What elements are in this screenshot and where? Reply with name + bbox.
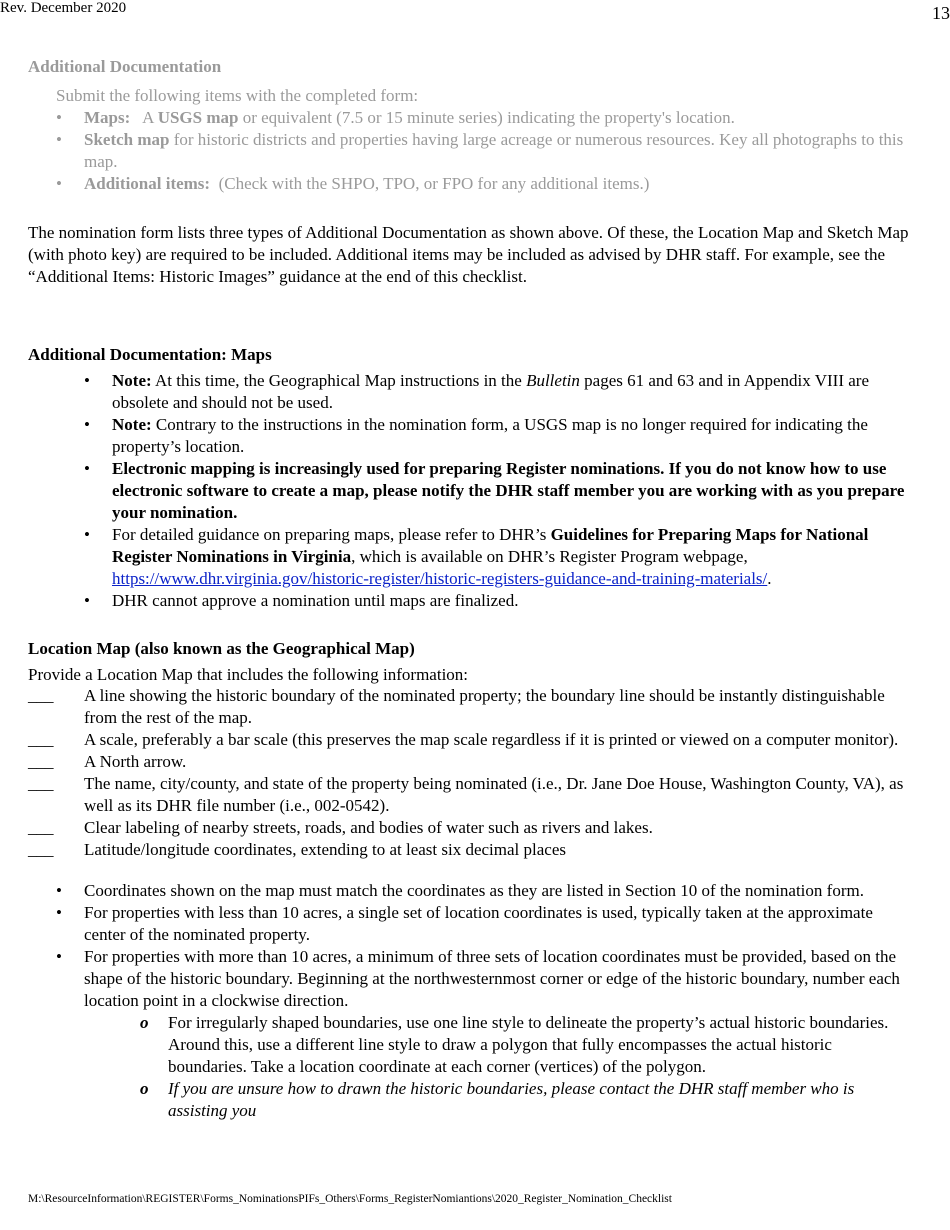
list-item: • Coordinates shown on the map must match the coordinates as they are listed in Section 10 of the nomination form. — [56, 880, 906, 902]
checkbox-blank: ___ — [28, 840, 54, 859]
list-item: • Additional items: (Check with the SHPO, TPO, or FPO for any additional items.) — [56, 173, 926, 195]
checkbox-blank: ___ — [28, 774, 54, 793]
checkbox-blank: ___ — [28, 752, 54, 771]
sub-list-item: o For irregularly shaped boundaries, use one line style to delineate the property’s actual historic boundaries. Around this, use a different line style to draw a polygon that fully encompasses the actual historic boundaries. Take a location coordinate at each corner (vertices) of the polygon. — [140, 1012, 906, 1078]
additional-documentation-list — [56, 107, 926, 195]
location-map-heading: Location Map (also known as the Geographical Map) — [28, 639, 415, 658]
checklist-item: ___ Clear labeling of nearby streets, roads, and bodies of water such as rivers and lakes. — [28, 818, 653, 837]
additional-documentation-intro: Submit the following items with the completed form: — [56, 86, 419, 105]
body-paragraph: The nomination form lists three types of Additional Documentation as shown above. Of these, the Location Map and Sketch Map (with photo key) are required to be included. Additional items may be included as advised by DHR staff. For example, see the “Additional Items: Historic Images” guidance at the end of this checklist. — [28, 223, 909, 286]
revision-date: Rev. December 2020 — [0, 0, 127, 16]
maps-section-heading: Additional Documentation: Maps — [28, 345, 272, 364]
maps-notes-list — [84, 370, 924, 612]
guidance-link[interactable]: https://www.dhr.virginia.gov/historic-register/historic-registers-guidance-and-training-materials/ — [112, 569, 768, 588]
list-item: • Note: At this time, the Geographical Map instructions in the Bulletin pages 61 and 63 and in Appendix VIII are obsolete and should not be used. — [84, 370, 924, 414]
checklist-item: ___ Latitude/longitude coordinates, extending to at least six decimal places — [28, 840, 566, 859]
checkbox-blank: ___ — [28, 686, 54, 705]
sub-list-item: o If you are unsure how to drawn the historic boundaries, please contact the DHR staff member who is assisting you — [140, 1078, 906, 1122]
checklist-item: ___ A North arrow. — [28, 752, 187, 771]
additional-documentation-heading: Additional Documentation — [28, 57, 222, 76]
location-map-intro: Provide a Location Map that includes the following information: — [28, 665, 469, 684]
list-item: • For properties with more than 10 acres, a minimum of three sets of location coordinates must be provided, based on the shape of the historic boundary. Beginning at the northwesternmost corner or edge of the historic boundary, number each location point in a clockwise direction. o For irregularly shaped boundaries, use one line style to delineate the property’s actual historic boundaries. Around this, use a different line style to draw a polygon that fully encompasses the actual historic boundaries. Take a location coordinate at each corner (vertices) of the polygon. o If you are unsure how to drawn the historic boundaries, please contact the DHR staff member who is assisting you — [56, 946, 906, 1122]
checklist-item: ___ A line showing the historic boundary of the nominated property; the boundary line should be instantly distinguishable from the rest of the map. — [28, 686, 885, 727]
footer-file-path: M:\ResourceInformation\REGISTER\Forms_NominationsPIFs_Others\Forms_RegisterNomiantions\2020_Register_Nomination_Checklist — [28, 1193, 672, 1205]
checkbox-blank: ___ — [28, 818, 54, 837]
checkbox-blank: ___ — [28, 730, 54, 749]
list-item: • Sketch map for historic districts and properties having large acreage or numerous resources. Key all photographs to this map. — [56, 129, 926, 173]
list-item: • Electronic mapping is increasingly used for preparing Register nominations. If you do not know how to use electronic software to create a map, please notify the DHR staff member you are working with as you prepare your nomination. — [84, 458, 924, 524]
coordinates-list — [56, 880, 906, 1122]
coordinates-sublist — [84, 1012, 906, 1122]
checklist-item: ___ A scale, preferably a bar scale (this preserves the map scale regardless if it is printed or viewed on a computer monitor). — [28, 730, 899, 749]
list-item: • Maps: A USGS map or equivalent (7.5 or 15 minute series) indicating the property's location. — [56, 107, 926, 129]
checklist-item: ___ The name, city/county, and state of the property being nominated (i.e., Dr. Jane Doe House, Washington County, VA), as well as its DHR file number (i.e., 002-0542). — [28, 774, 904, 815]
location-map-checklist — [28, 685, 908, 861]
list-item: • For detailed guidance on preparing maps, please refer to DHR’s Guidelines for Preparing Maps for National Register Nominations in Virginia, which is available on DHR’s Register Program webpage, https://www.dhr.virginia.gov/historic-register/historic-registers-guidance-and-training-materials/. — [84, 524, 924, 590]
page-number: 13 — [932, 3, 950, 23]
list-item: • DHR cannot approve a nomination until maps are finalized. — [84, 590, 924, 612]
list-item: • Note: Contrary to the instructions in the nomination form, a USGS map is no longer required for indicating the property’s location. — [84, 414, 924, 458]
list-item: • For properties with less than 10 acres, a single set of location coordinates is used, typically taken at the approximate center of the nominated property. — [56, 902, 906, 946]
